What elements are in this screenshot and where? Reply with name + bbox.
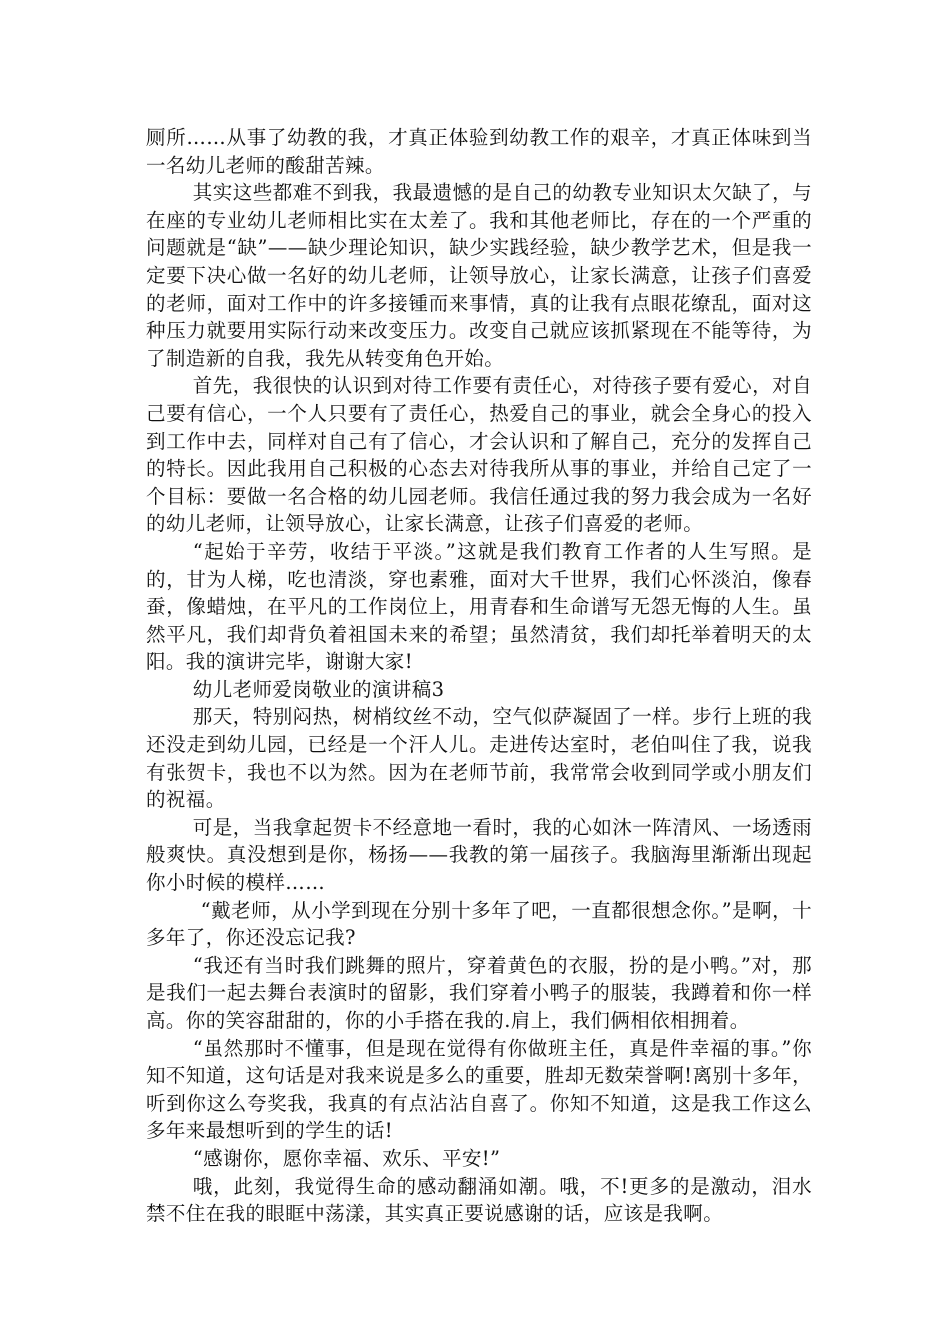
paragraph-quote: “虽然那时不懂事，但是现在觉得有你做班主任，真是件幸福的事。”你知不知道，这句话是对我来说是多么的重要，胜却无数荣誉啊!离别十多年，听到你这么夸奖我，我真的有点沾沾自喜了。你知不知道，这是我工作这么多年来最想听到的学生的话!	[146, 1036, 812, 1143]
paragraph-quote: “戴老师，从小学到现在分别十多年了吧，一直都很想念你。”是啊，十多年了，你还没忘记我?	[146, 898, 812, 950]
paragraph-quote: “我还有当时我们跳舞的照片，穿着黄色的衣服，扮的是小鸭。”对，那是我们一起去舞台表演时的留影，我们穿着小鸭子的服装，我蹲着和你一样高。你的笑容甜甜的，你的小手搭在我的.肩上，我们俩相依相拥着。	[146, 953, 812, 1032]
paragraph-continuation: 厕所……从事了幼教的我，才真正体验到幼教工作的艰辛，才真正体味到当一名幼儿老师的酸甜苦辣。	[146, 126, 812, 177]
section-heading: 幼儿老师爱岗敬业的演讲稿3	[192, 677, 445, 701]
document-body	[146, 124, 812, 1228]
paragraph: 其实这些都难不到我，我最遗憾的是自己的幼教专业知识太欠缺了，与在座的专业幼儿老师相比实在太差了。我和其他老师比，存在的一个严重的问题就是“缺”——缺少理论知识，缺少实践经验，缺少教学艺术，但是我一定要下决心做一名好的幼儿老师，让领导放心，让家长满意，让孩子们喜爱的老师，面对工作中的许多接锺而来事情，真的让我有点眼花缭乱，面对这种压力就要用实际行动来改变压力。改变自己就应该抓紧现在不能等待，为了制造新的自我，我先从转变角色开始。	[146, 181, 812, 370]
paragraph: 那天，特别闷热，树梢纹丝不动，空气似萨凝固了一样。步行上班的我还没走到幼儿园，已经是一个汗人儿。走进传达室时，老伯叫住了我，说我有张贺卡，我也不以为然。因为在老师节前，我常常会收到同学或小朋友们的祝福。	[146, 705, 812, 812]
paragraph: 首先，我很快的认识到对待工作要有责任心，对待孩子要有爱心，对自己要有信心，一个人只要有了责任心，热爱自己的事业，就会全身心的投入到工作中去，同样对自己有了信心，才会认识和了解自己，充分的发挥自己的特长。因此我用自己积极的心态去对待我所从事的事业，并给自己定了一个目标：要做一名合格的幼儿园老师。我信任通过我的努力我会成为一名好的幼儿老师，让领导放心，让家长满意，让孩子们喜爱的老师。	[146, 374, 812, 536]
paragraph: 可是，当我拿起贺卡不经意地一看时，我的心如沐一阵清风、一场透雨般爽快。真没想到是你，杨扬——我教的第一届孩子。我脑海里渐渐出现起你小时候的模样……	[146, 815, 812, 895]
paragraph: 哦，此刻，我觉得生命的感动翻涌如潮。哦，不!更多的是激动，泪水禁不住在我的眼眶中荡漾，其实真正要说感谢的话，应该是我啊。	[146, 1174, 812, 1226]
paragraph-quote: “感谢你，愿你幸福、欢乐、平安!”	[192, 1146, 501, 1170]
paragraph: “起始于辛劳，收结于平淡。”这就是我们教育工作者的人生写照。是的，甘为人梯，吃也清淡，穿也素雅，面对大千世界，我们心怀淡泊，像春蚕，像蜡烛，在平凡的工作岗位上，用青春和生命谱写无怨无悔的人生。虽然平凡，我们却背负着祖国未来的希望；虽然清贫，我们却托举着明天的太阳。我的演讲完毕，谢谢大家!	[146, 539, 812, 674]
